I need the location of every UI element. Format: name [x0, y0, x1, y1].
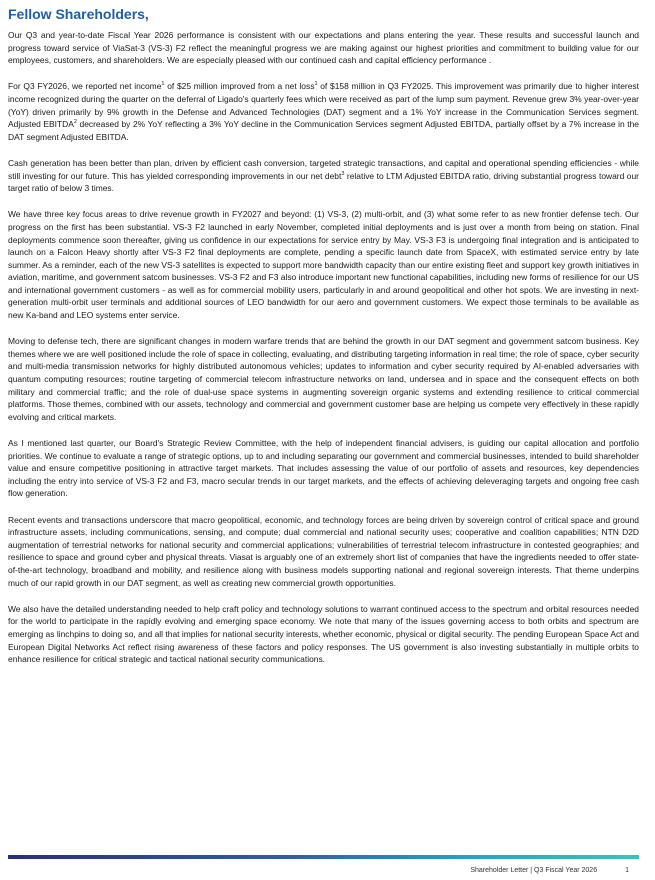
letter-body	[8, 5, 639, 679]
paragraph-cash-generation: Cash generation has been better than plan, driven by efficient cash conversion, targeted strategic transactions, and capital and operational spending efficiencies - while still investing for our future. This has yielded corresponding improvements in our net debt$^3$ relative to LTM Adjusted EBITDA ratio, driving substantial progress toward our target ratio of below 3 times.	[8, 157, 639, 194]
paragraph-strategic-review: As I mentioned last quarter, our Board's Strategic Review Committee, with the help of independent financial advisers, is guiding our capital allocation and portfolio priorities. We continue to evaluate a range of strategic options, up to and including separating our government and commercial businesses, intended to build shareholder value and ensure competitive positioning in attractive target markets. That includes assessing the value of our portfolio of assets and resources, key dependencies including the entry into service of VS-3 F2 and F3, macro secular trends in our target markets, and the effects of achieving deleveraging targets and ongoing free cash flow generation.	[8, 438, 639, 499]
footnote-ref: 1	[161, 81, 165, 88]
page-footer	[470, 867, 629, 874]
footnote-ref: 1	[314, 81, 318, 88]
footnote-ref: 2	[73, 119, 77, 126]
paragraph-financial-results: For Q3 FY2026, we reported net income$^1$ of $25 million improved from a net loss$^1$ of $158 million in Q3 FY2025. This improvement was primarily due to higher interest income recognized during the quarter on the deferral of Ligado's quarterly fees which were received as part of the lump sum payment. Revenue grew 3% year-over-year (YoY) driven primarily by 9% growth in the Defense and Advanced Technologies (DAT) segment and a 1% YoY increase in the Communication Services segment. Adjusted EBITDA$^2$ decreased by 2% YoY reflecting a 3% YoY decline in the Communication Services segment Adjusted EBITDA, partially offset by a 7% increase in the DAT segment Adjusted EBITDA.	[8, 81, 640, 142]
paragraph-focus-areas: We have three key focus areas to drive revenue growth in FY2027 and beyond: (1) VS-3, (2) multi-orbit, and (3) what some refer to as new frontier defense tech. Our progress on the first has been substantial. VS-3 F2 launched in early November, completed initial deployments and is just over a month from being on station. Final deployments commence soon thereafter, giving us confidence in our expectations for service entry by May. VS-3 F3 is undergoing final integration and is anticipated to launch on a Falcon Heavy shortly after VS-3 F2 final deployments are complete, pending a specific launch date from SpaceX, with estimated service entry by late summer. As a reminder, each of the new VS-3 satellites is expected to support more bandwidth capacity than our entire existing fleet and support key growth initiatives in aviation, maritime, and government satcom businesses. VS-3 F2 and F3 also introduce important new functional capabilities, including new forms of resilience for our US and international government customers - as well as for commercial mobility users, particularly in and around geopolitical and other hot spots. We are investing in next-generation multi-orbit user terminals and additional sources of LEO bandwidth for our aero and government customers. We expect those terminals to be available as new Ka-band and LEO systems enter service.	[8, 209, 639, 321]
footer-divider-bar	[8, 855, 639, 859]
footnote-ref: 3	[341, 170, 345, 177]
paragraph-defense-tech: Moving to defense tech, there are significant changes in modern warfare trends that are behind the growth in our DAT segment and government satcom business. Key themes where we are well positioned include the role of space in collecting, evaluating, and distributing targeting information in real time; the role of space, cyber security and multi-media transmission networks for highly distributed autonomous vehicles; updates to information and cyber security required by AI-enabled adversaries with quantum computing resources; routine targeting of commercial telecom infrastructure networks on land, undersea and in space and the consequent effects on both military and commercial traffic; and the role of dual-use space systems in augmenting sovereign organic systems and extending resilience to critical commercial platforms. Those themes, combined with our assets, technology and commercial and government customer base are helping us compete very effectively in these rapidly evolving and critical markets.	[8, 336, 639, 422]
paragraph-geopolitical-forces: Recent events and transactions underscore that macro geopolitical, economic, and technology forces are being driven by sovereign control of critical space and ground infrastructure assets, including communications, sensing, and compute; dual commercial and national security uses; cooperative and coalition capabilities; NTN D2D augmentation of terrestrial networks for national security and commercial applications; vulnerabilities of terrestrial telecom infrastructure in contested geographies; and resilience to space and ground cyber and physical threats. Viasat is arguably one of an extremely short list of companies that have the ingredients needed to offer state-of-the-art technology, broadband and mobility, and resilience along with business models supporting national and regional sovereign interests. That theme underpins much of our rapid growth in our DAT segment, as well as creating new commercial growth opportunities.	[8, 514, 639, 588]
footer-label: Shareholder Letter | Q3 Fiscal Year 2026	[470, 867, 598, 874]
paragraph-performance-summary: Our Q3 and year-to-date Fiscal Year 2026 performance is consistent with our expectations and plans entering the year. These results and successful launch and progress toward service of ViaSat-3 (VS-3) F2 reflect the meaningful progress we are making against our highest priorities and commitment to building value for our employees, customers, and shareholders. We are especially pleased with our continued cash and capital efficiency performance .	[8, 30, 639, 66]
page-number: 1	[625, 867, 629, 874]
letter-heading: Fellow Shareholders,	[8, 6, 149, 22]
paragraph-policy-spectrum: We also have the detailed understanding needed to help craft policy and technology solutions to warrant continued access to the spectrum and orbital resources needed for the world to participate in the rapidly evolving and emerging space economy. We note that many of the issues governing access to both orbits and spectrum are emerging as linchpins to doing so, and all that implies for national security interests, whether economic, physical or digital security. The pending European Space Act and European Digital Networks Act reflect rising awareness of these factors and policy responses. The US government is also investing substantially in multiple orbits to enhance resilience for critical strategic and tactical national security communications.	[8, 603, 639, 665]
